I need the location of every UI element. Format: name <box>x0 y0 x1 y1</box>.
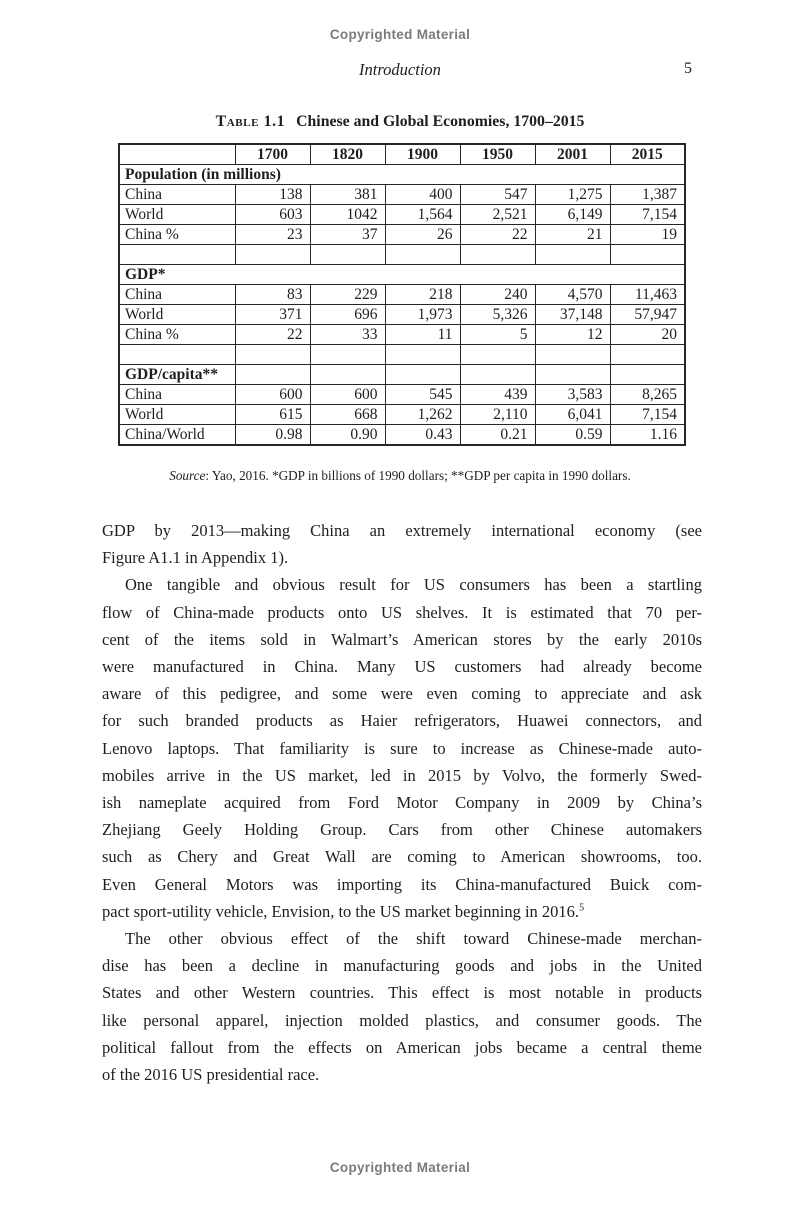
table-cell: World <box>119 405 235 425</box>
table-cell: 615 <box>235 405 310 425</box>
table-cell: 1042 <box>310 205 385 225</box>
table-cell: 22 <box>235 325 310 345</box>
body-line: flow of China-made products onto US shelves. It is estimated that 70 per- <box>102 602 702 622</box>
table-cell: 8,265 <box>610 385 685 405</box>
table-cell: China/World <box>119 425 235 446</box>
table-cell: China <box>119 285 235 305</box>
body-line: States and other Western countries. This effect is most notable in products <box>102 983 702 1003</box>
body-line: for such branded products as Haier refrigerators, Huawei connectors, and <box>102 711 702 731</box>
table-row <box>119 305 685 325</box>
table-cell: China % <box>119 225 235 245</box>
table-cell: 1,262 <box>385 405 460 425</box>
table-cell: 603 <box>235 205 310 225</box>
table-row <box>119 165 685 185</box>
table-cell: 371 <box>235 305 310 325</box>
table-row <box>119 205 685 225</box>
table-row <box>119 245 685 265</box>
table-column-header: 2015 <box>610 144 685 165</box>
body-line: like personal apparel, injection molded plastics, and consumer goods. The <box>102 1010 702 1030</box>
body-line: of the 2016 US presidential race. <box>102 1065 320 1085</box>
body-line: dise has been a decline in manufacturing goods and jobs in the United <box>102 956 702 976</box>
table-cell <box>610 345 685 365</box>
table-cell <box>460 365 535 385</box>
table-cell: 83 <box>235 285 310 305</box>
table-cell: 7,154 <box>610 405 685 425</box>
body-line: Zhejiang Geely Holding Group. Cars from other Chinese automakers <box>102 820 702 840</box>
body-line: Even General Motors was importing its China-manufactured Buick com- <box>102 874 702 894</box>
table-cell: 400 <box>385 185 460 205</box>
table-cell: 11 <box>385 325 460 345</box>
body-line: Lenovo laptops. That familiarity is sure to increase as Chinese-made auto- <box>102 738 702 758</box>
table-cell: 7,154 <box>610 205 685 225</box>
body-line: ish nameplate acquired from Ford Motor Company in 2009 by China’s <box>102 793 702 813</box>
body-text <box>102 517 702 1088</box>
body-line: mobiles arrive in the US market, led in 2015 by Volvo, the formerly Swed- <box>102 765 702 785</box>
table-cell: 5 <box>460 325 535 345</box>
table-cell: 229 <box>310 285 385 305</box>
table-cell: 0.90 <box>310 425 385 446</box>
table-cell: 600 <box>310 385 385 405</box>
table-cell: 37,148 <box>535 305 610 325</box>
table-cell <box>235 365 310 385</box>
copyright-watermark-bottom: Copyrighted Material <box>329 1160 471 1175</box>
body-line: GDP by 2013—making China an extremely international economy (see <box>102 521 702 540</box>
table-cell <box>385 245 460 265</box>
table-cell: World <box>119 305 235 325</box>
body-line: cent of the items sold in Walmart’s American stores by the early 2010s <box>102 629 702 649</box>
table-cell: 11,463 <box>610 285 685 305</box>
table-cell: 545 <box>385 385 460 405</box>
table-cell: 218 <box>385 285 460 305</box>
table-cell: 0.21 <box>460 425 535 446</box>
table-column-header: 1950 <box>460 144 535 165</box>
table-cell: 0.59 <box>535 425 610 446</box>
table-row <box>119 225 685 245</box>
table-cell <box>235 245 310 265</box>
table-cell: GDP/capita** <box>119 365 235 385</box>
table-cell: 19 <box>610 225 685 245</box>
table-cell: 6,041 <box>535 405 610 425</box>
body-line: were manufactured in China. Many US customers had already become <box>102 657 702 677</box>
table-cell: 57,947 <box>610 305 685 325</box>
copyright-watermark-top: Copyrighted Material <box>329 27 471 42</box>
table-cell: 21 <box>535 225 610 245</box>
running-header <box>100 60 700 80</box>
table-row <box>119 265 685 285</box>
table-cell <box>385 365 460 385</box>
body-line: such as Chery and Great Wall are coming to American showrooms, too. <box>102 847 702 867</box>
table-cell: 2,521 <box>460 205 535 225</box>
table-cell: 1.16 <box>610 425 685 446</box>
table-cell <box>535 345 610 365</box>
table-cell: 1,275 <box>535 185 610 205</box>
table-cell <box>535 245 610 265</box>
table-cell <box>235 345 310 365</box>
table-cell <box>535 365 610 385</box>
body-line: Figure A1.1 in Appendix 1). <box>102 548 289 568</box>
table-cell: GDP* <box>119 265 685 285</box>
body-line: political fallout from the effects on American jobs became a central theme <box>102 1037 702 1057</box>
table-column-header: 1700 <box>235 144 310 165</box>
body-line: aware of this pedigree, and some were even coming to appreciate and ask <box>102 684 702 704</box>
table-source-note <box>0 468 800 484</box>
body-line: One tangible and obvious result for US consumers has been a startling <box>125 575 702 595</box>
table-cell: 668 <box>310 405 385 425</box>
table-cell: 33 <box>310 325 385 345</box>
table-cell <box>310 245 385 265</box>
table-cell: 600 <box>235 385 310 405</box>
table-cell: 2,110 <box>460 405 535 425</box>
source-label: Source <box>169 468 206 483</box>
body-line: pact sport-utility vehicle, Envision, to the US market beginning in 2016.$^5$ <box>102 901 585 921</box>
table-cell <box>310 345 385 365</box>
table-header-row <box>119 144 685 165</box>
table-cell <box>460 345 535 365</box>
economies-table <box>118 143 686 446</box>
table-cell: 1,973 <box>385 305 460 325</box>
table-row <box>119 185 685 205</box>
table-cell: 6,149 <box>535 205 610 225</box>
table-cell <box>610 365 685 385</box>
table-cell: 3,583 <box>535 385 610 405</box>
table-cell: 381 <box>310 185 385 205</box>
table-cell: China % <box>119 325 235 345</box>
table-cell: 23 <box>235 225 310 245</box>
table-row <box>119 325 685 345</box>
table-cell: 1,564 <box>385 205 460 225</box>
table-cell: 138 <box>235 185 310 205</box>
table-cell: 0.43 <box>385 425 460 446</box>
table-cell: 4,570 <box>535 285 610 305</box>
table-row <box>119 425 685 446</box>
table-caption <box>0 113 800 131</box>
table-row <box>119 345 685 365</box>
table-cell <box>385 345 460 365</box>
table-column-header: 1900 <box>385 144 460 165</box>
table-column-header <box>119 144 235 165</box>
table-row <box>119 405 685 425</box>
table-cell <box>119 245 235 265</box>
table-cell: 12 <box>535 325 610 345</box>
body-line: The other obvious effect of the shift toward Chinese-made merchan- <box>125 929 702 949</box>
chapter-title: Introduction <box>359 60 441 79</box>
table-cell <box>460 245 535 265</box>
table-cell: 1,387 <box>610 185 685 205</box>
table-row <box>119 365 685 385</box>
table-cell: 547 <box>460 185 535 205</box>
table-cell: 0.98 <box>235 425 310 446</box>
table-cell: 439 <box>460 385 535 405</box>
table-cell: 696 <box>310 305 385 325</box>
table-cell: China <box>119 385 235 405</box>
table-cell <box>119 345 235 365</box>
table-cell: 22 <box>460 225 535 245</box>
table-cell: 20 <box>610 325 685 345</box>
table-cell: 26 <box>385 225 460 245</box>
footnote-reference: 5 <box>579 902 585 914</box>
table-cell: 37 <box>310 225 385 245</box>
table-caption-label: Table 1.1 <box>215 113 286 130</box>
table-caption-title: Chinese and Global Economies, 1700–2015 <box>296 113 585 130</box>
table-column-header: 2001 <box>535 144 610 165</box>
table-row <box>119 285 685 305</box>
table-cell: World <box>119 205 235 225</box>
table-column-header: 1820 <box>310 144 385 165</box>
table-cell: 240 <box>460 285 535 305</box>
table-cell: China <box>119 185 235 205</box>
source-text: : Yao, 2016. *GDP in billions of 1990 dollars; **GDP per capita in 1990 dollars. <box>205 468 631 483</box>
table-row <box>119 385 685 405</box>
table-cell: Population (in millions) <box>119 165 685 185</box>
page-number: 5 <box>684 60 692 77</box>
table-cell <box>310 365 385 385</box>
table-cell <box>610 245 685 265</box>
table-cell: 5,326 <box>460 305 535 325</box>
